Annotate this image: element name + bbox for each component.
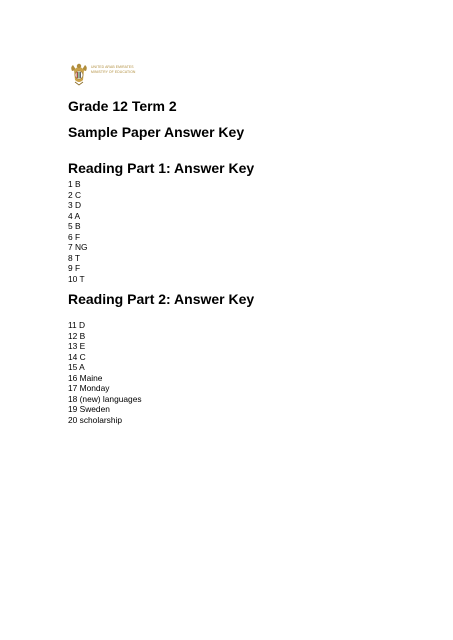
reading-part-2-heading: Reading Part 2: Answer Key <box>68 291 255 307</box>
answer-item: 15 A <box>68 362 85 372</box>
answer-item: 20 scholarship <box>68 414 123 425</box>
answer-item: 9 F <box>68 263 81 273</box>
answer-item: 5 B <box>68 221 81 231</box>
answer-item: 8 T <box>68 252 80 263</box>
answer-item: 12 B <box>68 330 86 341</box>
ministry-logo <box>69 62 149 88</box>
grade-title: Grade 12 Term 2 <box>68 98 177 114</box>
answer-item: 19 Sweden <box>68 404 110 414</box>
answer-item: 13 E <box>68 341 86 351</box>
answer-item: 3 D <box>68 200 82 210</box>
answer-item: 1 B <box>68 179 81 189</box>
answer-item: 14 C <box>68 351 86 362</box>
answer-item: 4 A <box>68 210 81 221</box>
uae-emblem-icon <box>69 62 89 86</box>
logo-line-2: MINISTRY OF EDUCATION <box>91 70 136 74</box>
reading-part-2-answers <box>68 320 142 425</box>
logo-line-1: UNITED ARAB EMIRATES <box>91 65 134 69</box>
answer-item: 2 C <box>68 189 82 200</box>
logo-text <box>91 65 151 75</box>
answer-item: 7 NG <box>68 242 88 252</box>
answer-item: 16 Maine <box>68 372 103 383</box>
reading-part-1-heading: Reading Part 1: Answer Key <box>68 160 255 176</box>
answer-key-title: Sample Paper Answer Key <box>68 124 245 140</box>
answer-item: 18 (new) languages <box>68 393 142 404</box>
answer-item: 10 T <box>68 273 85 284</box>
answer-item: 6 F <box>68 231 81 242</box>
reading-part-1-answers <box>68 179 88 284</box>
answer-item: 17 Monday <box>68 383 110 393</box>
answer-item: 11 D <box>68 320 86 330</box>
